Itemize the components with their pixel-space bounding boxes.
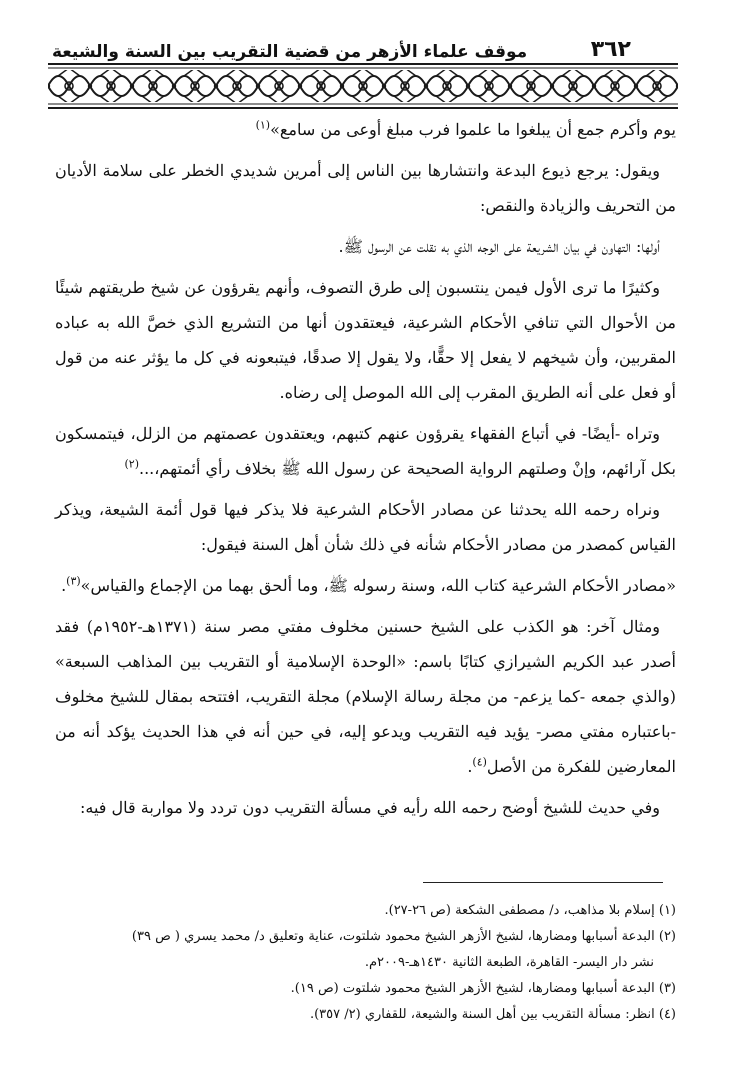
page-header	[52, 30, 631, 62]
main-text	[55, 112, 676, 831]
footnote-2-continuation: نشر دار اليسر- القاهرة، الطبعة الثانية ١٤٣٠هـ-٢٠٠٩م.	[364, 955, 654, 970]
paragraph: ويقول: يرجع ذيوع البدعة وانتشارها بين الناس إلى أمرين شديدي الخطر على سلامة الأديان من التحريف والزيادة والنقص:	[55, 161, 676, 215]
footnote-ref[interactable]: (٤)	[472, 755, 487, 769]
paragraph: وكثيرًا ما ترى الأول فيمن ينتسبون إلى طرق التصوف، وأنهم يقرؤون عن شيخ طريقتهم شيئًا من الأحوال التي تنافي الأحكام الشرعية، فيعتقدون أنها من التشريع الذي خصَّ الله به عباده المقربين، وأن شيخهم لا يفعل إلا حقًّا، ولا يقول إلا صدقًا، فيتبعونه في كل ما يؤثر عنه من قول أو فعل على أنه الطريق المقرب إلى الله الموصل إلى رضاه.	[55, 278, 677, 402]
paragraph: ونراه رحمه الله يحدثنا عن مصادر الأحكام الشرعية فلا يذكر فيها قول أئمة الشيعة، ويذكر القياس كمصدر من مصادر الأحكام شأنه في ذلك شأن أهل السنة فيقول:	[55, 500, 676, 554]
footnote-ref[interactable]: (١)	[255, 118, 271, 132]
paragraph: ومثال آخر: هو الكذب على الشيخ حسنين مخلوف مفتي مصر سنة (١٣٧١هـ-١٩٥٢م) فقد أصدر عبد الكريم الشيرازي كتابًا باسم: «الوحدة الإسلامية أو التقريب بين المذاهب السبعة» (والذي جمعه -كما يزعم- من مجلة رسالة الإسلام) مجلة التقريب، افتتحه بمقال للشيخ مخلوف -باعتباره مفتي مصر- يؤيد فيه التقريب ويدعو إليه، في حين أنه في هذا الحديث يؤكد أنه من المعارضين للفكرة من الأصل$^{(٤)}$.	[55, 617, 676, 776]
footnote-ref[interactable]: (٢)	[124, 457, 139, 471]
quote-paragraph: «مصادر الأحكام الشرعية كتاب الله، وسنة رسوله ﷺ، وما ألحق بهما من الإجماع والقياس»$^{(٣)}$.	[61, 574, 676, 595]
footnote-ref[interactable]: (٣)	[66, 574, 81, 588]
page-number: ٣٦٢	[590, 37, 631, 62]
footnote-2: (٢) البدعة أسبابها ومضارها، لشيخ الأزهر الشيخ محمود شلتوت، عناية وتعليق د/ محمد يسري ( ص ٣٩)	[131, 929, 676, 944]
running-title: موقف علماء الأزهر من قضية التقريب بين السنة والشيعة	[52, 42, 528, 62]
footnote-1: (١) إسلام بلا مذاهب، د/ مصطفى الشكعة (ص ٢٦-٢٧).	[384, 903, 676, 918]
paragraph: أولها: التهاون في بيان الشريعة على الوجه الذي به نقلت عن الرسول ﷺ.	[338, 237, 660, 256]
paragraph: وتراه -أيضًا- في أتباع الفقهاء يقرؤون عنهم كتبهم، ويعتقدون عصمتهم من الزلل، فيتمسكون بكل آرائهم، وإنْ وصلتهم الرواية الصحيحة عن رسول الله ﷺ بخلاف رأي أئمتهم،...$^{(٢)}$	[55, 424, 676, 478]
footnote-separator	[423, 882, 663, 883]
paragraph: وفي حديث للشيخ أوضح رحمه الله رأيه في مسألة التقريب دون تردد ولا مواربة قال فيه:	[80, 798, 660, 817]
header-ornament-band	[48, 62, 678, 110]
footnote-4: (٤) انظر: مسألة التقريب بين أهل السنة والشيعة، للقفاري (٢/ ٣٥٧).	[309, 1007, 676, 1022]
paragraph: يوم وأكرم جمع أن يبلغوا ما علموا فرب مبلغ أوعى من سامع»$^{(١)}$	[255, 118, 676, 139]
footnotes	[55, 898, 676, 1028]
footnote-3: (٣) البدعة أسبابها ومضارها، لشيخ الأزهر الشيخ محمود شلتوت (ص ١٩).	[290, 981, 676, 996]
